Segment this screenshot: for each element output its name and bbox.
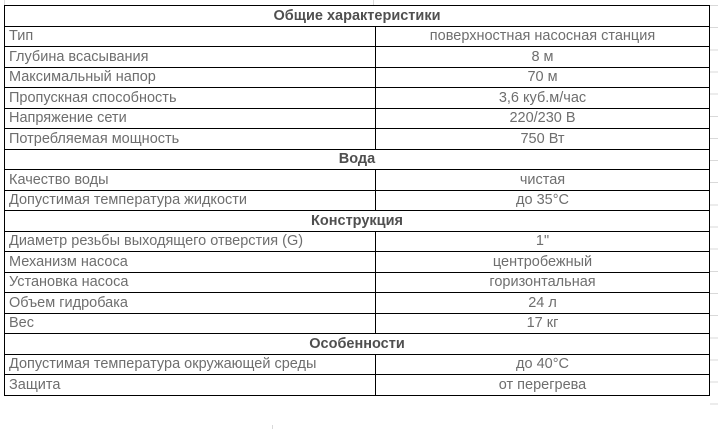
spec-row: [5, 108, 710, 129]
section-header-row: [5, 334, 710, 355]
spec-row: [5, 47, 710, 68]
spec-value-cell: чистая: [376, 170, 710, 191]
spec-label-cell: Пропускная способность: [5, 88, 376, 109]
spec-value-cell: 17 кг: [376, 313, 710, 334]
spec-row: [5, 231, 710, 252]
spec-row: [5, 354, 710, 375]
section-header-cell: Конструкция: [5, 211, 710, 232]
spec-value-cell: 8 м: [376, 47, 710, 68]
spec-value-cell: 750 Вт: [376, 129, 710, 150]
spec-row: [5, 293, 710, 314]
spec-label-cell: Защита: [5, 375, 376, 396]
spec-label-cell: Глубина всасывания: [5, 47, 376, 68]
spec-value-cell: до 40°С: [376, 354, 710, 375]
spec-label-cell: Тип: [5, 26, 376, 47]
section-header-cell: Особенности: [5, 334, 710, 355]
spec-value-cell: 70 м: [376, 67, 710, 88]
spec-row: [5, 88, 710, 109]
spec-value-cell: горизонтальная: [376, 272, 710, 293]
spec-value-cell: 1": [376, 231, 710, 252]
spec-row: [5, 375, 710, 396]
spec-label-cell: Механизм насоса: [5, 252, 376, 273]
spec-row: [5, 170, 710, 191]
gridline-stub-bottom-column: [272, 425, 273, 429]
spec-label-cell: Качество воды: [5, 170, 376, 191]
spec-value-cell: центробежный: [376, 252, 710, 273]
spec-row: [5, 190, 710, 211]
section-header-cell: Общие характеристики: [5, 6, 710, 27]
section-header-row: [5, 211, 710, 232]
spec-row: [5, 129, 710, 150]
spec-row: [5, 26, 710, 47]
spec-table: [4, 5, 710, 396]
spec-label-cell: Допустимая температура окружающей среды: [5, 354, 376, 375]
spec-label-cell: Максимальный напор: [5, 67, 376, 88]
spec-value-cell: от перегрева: [376, 375, 710, 396]
spec-label-cell: Допустимая температура жидкости: [5, 190, 376, 211]
spec-value-cell: поверхностная насосная станция: [376, 26, 710, 47]
spec-label-cell: Потребляемая мощность: [5, 129, 376, 150]
spec-value-cell: до 35°С: [376, 190, 710, 211]
spec-label-cell: Диаметр резьбы выходящего отверстия (G): [5, 231, 376, 252]
section-header-cell: Вода: [5, 149, 710, 170]
spec-row: [5, 67, 710, 88]
section-header-row: [5, 149, 710, 170]
gridline-stubs-right-margin: [710, 5, 718, 426]
spec-label-cell: Установка насоса: [5, 272, 376, 293]
spec-label-cell: Объем гидробака: [5, 293, 376, 314]
spec-row: [5, 272, 710, 293]
spec-value-cell: 220/230 В: [376, 108, 710, 129]
spec-label-cell: Напряжение сети: [5, 108, 376, 129]
spec-row: [5, 252, 710, 273]
spec-row: [5, 313, 710, 334]
spec-value-cell: 3,6 куб.м/час: [376, 88, 710, 109]
spec-value-cell: 24 л: [376, 293, 710, 314]
section-header-row: [5, 6, 710, 27]
spec-label-cell: Вес: [5, 313, 376, 334]
